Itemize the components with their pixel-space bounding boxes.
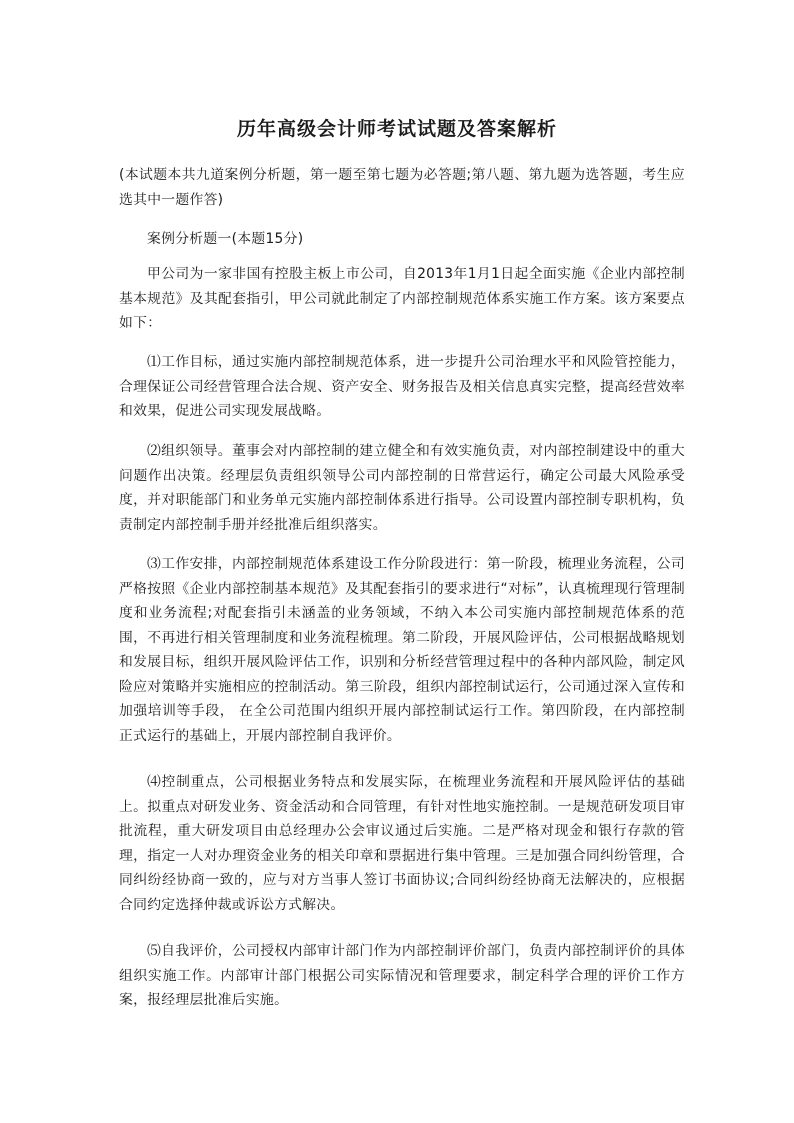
intro-paragraph: (本试题本共九道案例分析题，第一题至第七题为必答题;第八题、第九题为选答题，考生应选其中一题作答) <box>119 167 685 208</box>
point-4-paragraph: ⑷控制重点，公司根据业务特点和发展实际，在梳理业务流程和开展风险评估的基础上。拟重点对研发业务、资金活动和合同管理，有针对性地实施控制。一是规范研发项目审批流程，重大研发项目由总经理办公会审议通过后实施。二是严格对现金和银行存款的管理，指定一人对办理资金业务的相关印章和票据进行集中管理。三是加强合同纠纷管理，合同纠纷经协商一致的，应与对方当事人签订书面协议;合同纠纷经协商无法解决的，应根据合同约定选择仲裁或诉讼方式解决。 <box>119 774 685 913</box>
document-title: 历年高级会计师考试试题及答案解析 <box>236 118 557 140</box>
point-2-paragraph: ⑵组织领导。董事会对内部控制的建立健全和有效实施负责，对内部控制建设中的重大问题作出决策。经理层负责组织领导公司内部控制的日常营运行，确定公司最大风险承受度，并对职能部门和业务单元实施内部控制体系进行指导。公司设置内部控制专职机构，负责制定内部控制手册并经批准后组织落实。 <box>119 443 685 533</box>
point-3-paragraph: ⑶工作安排，内部控制规范体系建设工作分阶段进行：第一阶段，梳理业务流程，公司严格按照《企业内部控制基本规范》及其配套指引的要求进行“对标”，认真梳理现行管理制度和业务流程;对配套指引未涵盖的业务领域，不纳入本公司实施内部控制规范体系的范围，不再进行相关管理制度和业务流程梳理。第二阶段，开展风险评估，公司根据战略规划和发展目标，组织开展风险评估工作，识别和分析经营管理过程中的各种内部风险，制定风险应对策略并实施相应的控制活动。第三阶段，组织内部控制试运行，公司通过深入宣传和加强培训等手段， 在全公司范围内组织开展内部控制试运行工作。第四阶段，在内部控制正式运行的基础上，开展内部控制自我评价。 <box>119 556 685 744</box>
background-paragraph: 甲公司为一家非国有控股主板上市公司，自2013年1月1日起全面实施《企业内部控制基本规范》及其配套指引，甲公司就此制定了内部控制规范体系实施工作方案。该方案要点如下： <box>119 266 685 331</box>
case-heading: 案例分析题一(本题15分) <box>147 231 304 247</box>
point-5-paragraph: ⑸自我评价，公司授权内部审计部门作为内部控制评价部门，负责内部控制评价的具体组织实施工作。内部审计部门根据公司实际情况和管理要求，制定科学合理的评价工作方案，报经理层批准后实施。 <box>119 943 685 1008</box>
point-1-paragraph: ⑴工作目标，通过实施内部控制规范体系，进一步提升公司治理水平和风险管控能力，合理保证公司经营管理合法合规、资产安全、财务报告及相关信息真实完整，提高经营效率和效果，促进公司实现发展战略。 <box>119 354 685 419</box>
